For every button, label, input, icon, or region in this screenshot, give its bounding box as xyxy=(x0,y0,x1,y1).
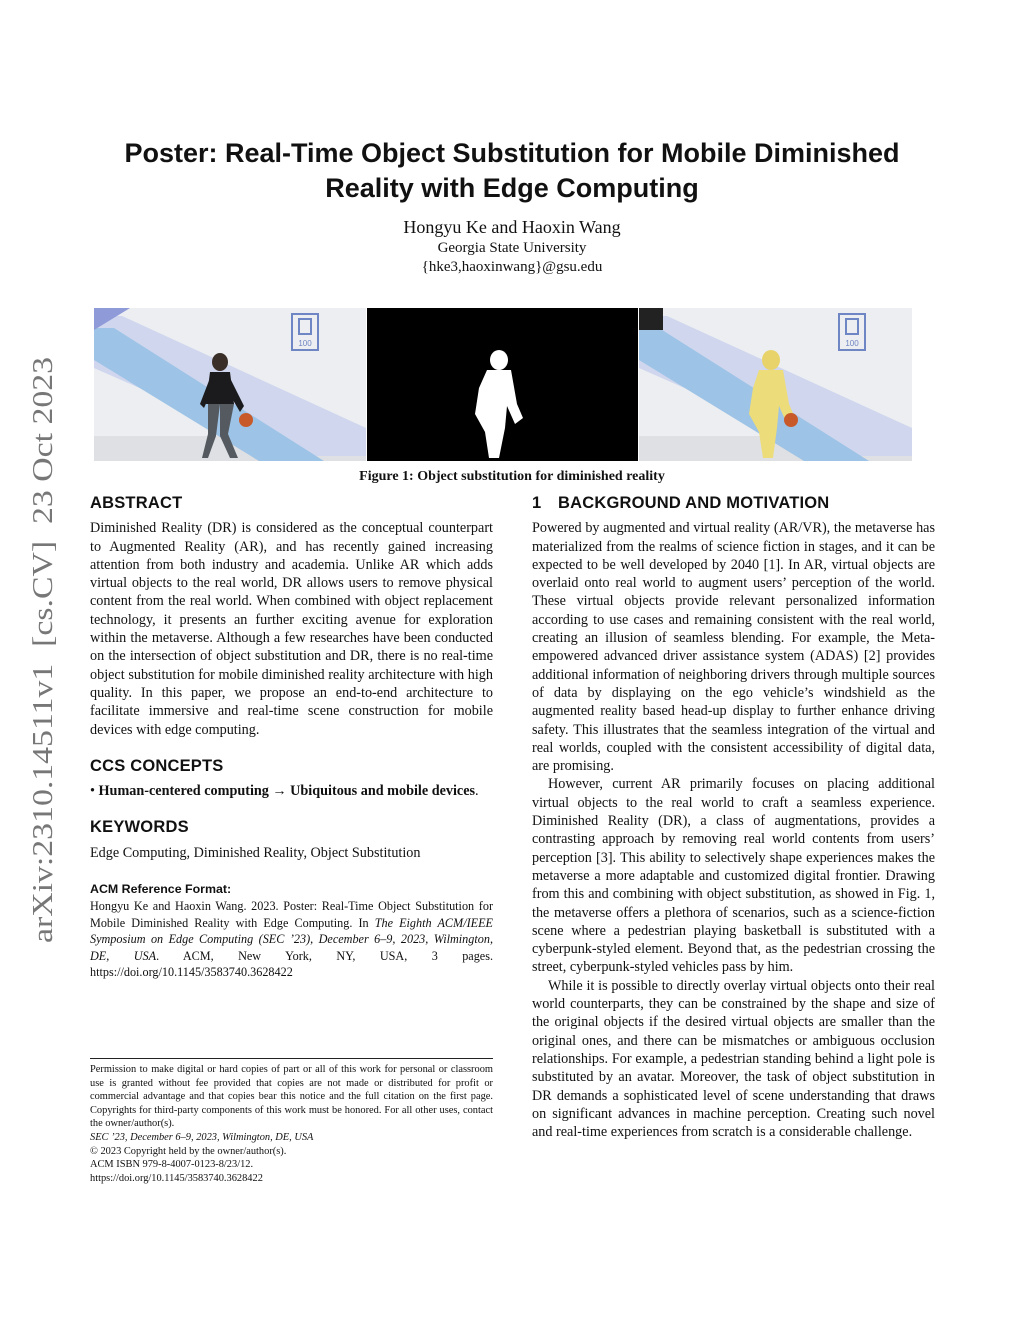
section-1-number: 1 xyxy=(532,494,542,512)
keywords-text: Edge Computing, Diminished Reality, Object Substitution xyxy=(90,844,421,861)
right-column xyxy=(532,494,935,1141)
ccs-heading: CCS CONCEPTS xyxy=(90,756,224,775)
section-1-paragraph-2: However, current AR primarily focuses on placing additional virtual objects to the real world to craft a seamless experience. Diminished Reality (DR), a class of augmentations, provides a contrasting approach by removing real world contents from users’ perception [3]. This ability to selectively shape experiences makes the metaverse a more adaptable and customized digital frontier. Drawing from this and combining with object substitution, as showed in Fig. 1, the metaverse offers a plethora of scenarios, such as a science-fiction scene where a pedestrian playing basketball is substituted with a cyberpunk-styled element. Beyond that, as the pedestrian crossing the street, cyberpunk-styled vehicles pass by him. xyxy=(532,776,935,976)
arxiv-stamp xyxy=(18,355,64,945)
footnote-conference: SEC ’23, December 6–9, 2023, Wilmington, DE, USA xyxy=(90,1131,314,1143)
section-1-paragraph-1: Powered by augmented and virtual reality (AR/VR), the metaverse has materialized from the realms of science fiction in stages, and it can be expected to be well developed by 2040 [1]. In AR, virtual objects are overlaid onto real world to augment users’ perception of the world. These virtual objects provide relevant personalized information according to use cases and remaining consistent with the real world, creating an illusion of seamless blending. For example, the Meta-empowered advanced driver assistance system (ADAS) [2] provides additional information of neighboring drivers through multiple sources of data by displaying on the ego vehicle’s windshield as the augmented reality based head-up display to further enhance driving safety. This illustrates that the seamless integration of the virtual and real worlds, coupled with the consistent accessibility of digital data, are promising. xyxy=(532,520,935,775)
section-1-paragraph-3: While it is possible to directly overlay virtual objects onto their real world counterparts, they can be constrained by the shape and size of the original objects if the desired virtual objects are smaller than the original ones, and there can be mismatches or ambiguous occlusion relationships. For example, a pedestrian standing behind a light pole is substituted by an avatar. Moreover, the task of object substitution in DR demands a sophisticated level of scene understanding that draws on significant advances in machine perception. Creating such novel and real-time experiences from scratch is a considerable challenge. xyxy=(532,977,935,1141)
affiliation: Georgia State University xyxy=(437,240,587,256)
left-column xyxy=(90,494,493,981)
reference-heading: ACM Reference Format: xyxy=(90,882,232,897)
footnote-isbn: ACM ISBN 979-8-4007-0123-8/23/12. xyxy=(90,1159,254,1171)
author-email: {hke3,haoxinwang}@gsu.edu xyxy=(421,259,603,275)
ccs-concepts xyxy=(90,782,493,800)
footnote-doi: https://doi.org/10.1145/3583740.3628422 xyxy=(90,1172,263,1184)
keywords-heading: KEYWORDS xyxy=(90,818,189,837)
footnote-rule xyxy=(90,1058,493,1059)
affiliation-block xyxy=(90,239,934,277)
figure-caption: Figure 1: Object substitution for diminished reality xyxy=(359,469,665,484)
figure-panel-original xyxy=(94,308,366,461)
wall-logo-text-2: 100 xyxy=(845,339,859,348)
ccs-end: . xyxy=(475,783,479,800)
abstract-text: Diminished Reality (DR) is considered as the conceptual counterpart to Augmented Reality (AR), and has recently gained increasing attention from both industry and academia. Unlike AR which adds virtual objects to the real world, DR allows users to remove physical content from the real world. When combined with object replacement technology, it presents an further exciting avenue for exploration within the metaverse. Although a few researches have been conducted on the intersection of object substitution and DR, there is no real-time object substitution for mobile diminished reality architecture with high quality. In this paper, we propose an end-to-end architecture to facilitate immersive and real-time scene construction for mobile devices with edge computing. xyxy=(90,520,493,738)
paper-title: Poster: Real-Time Object Substitution for Mobile Diminished Reality with Edge Computing xyxy=(124,138,900,203)
figure-panel-substituted xyxy=(639,308,912,461)
figure-panel-mask xyxy=(367,308,638,461)
footnote xyxy=(90,1063,493,1185)
footnote-permission: Permission to make digital or hard copies of part or all of this work for personal or classroom use is granted without fee provided that copies are not made or distributed for profit or commercial advantage and that copies bear this notice and the full citation on the first page. Copyrights for third-party components of this work must be honored. For all other uses, contact the owner/author(s). xyxy=(90,1064,493,1130)
section-1-title: BACKGROUND AND MOTIVATION xyxy=(558,494,830,512)
reference-venue: The Eighth ACM/IEEE Symposium on Edge Computing (SEC ’23), December 6–9, 2023, Wilmington, DE, USA xyxy=(90,915,493,963)
reference-text-a: Hongyu Ke and Haoxin Wang. 2023. Poster: Real-Time Object Substitution for Mobile Diminished Reality with Edge Computing. In xyxy=(90,899,493,930)
reference-text-b: . ACM, New York, NY, USA, 3 pages. https://doi.org/10.1145/3583740.3628422 xyxy=(90,948,494,980)
ccs-concept: Human-centered computing → Ubiquitous and mobile devices xyxy=(98,783,476,800)
arxiv-stamp-text: arXiv:2310.14511v1 [cs.CV] 23 Oct 2023 xyxy=(27,439,59,943)
ccs-bullet: • xyxy=(90,783,95,800)
section-1-heading xyxy=(532,494,935,512)
wall-logo-text: 100 xyxy=(298,339,312,348)
abstract-heading: ABSTRACT xyxy=(90,494,183,512)
reference-text xyxy=(90,898,493,981)
footnote-copyright: © 2023 Copyright held by the owner/author(s). xyxy=(90,1145,287,1157)
author-names: Hongyu Ke and Haoxin Wang xyxy=(403,217,621,237)
